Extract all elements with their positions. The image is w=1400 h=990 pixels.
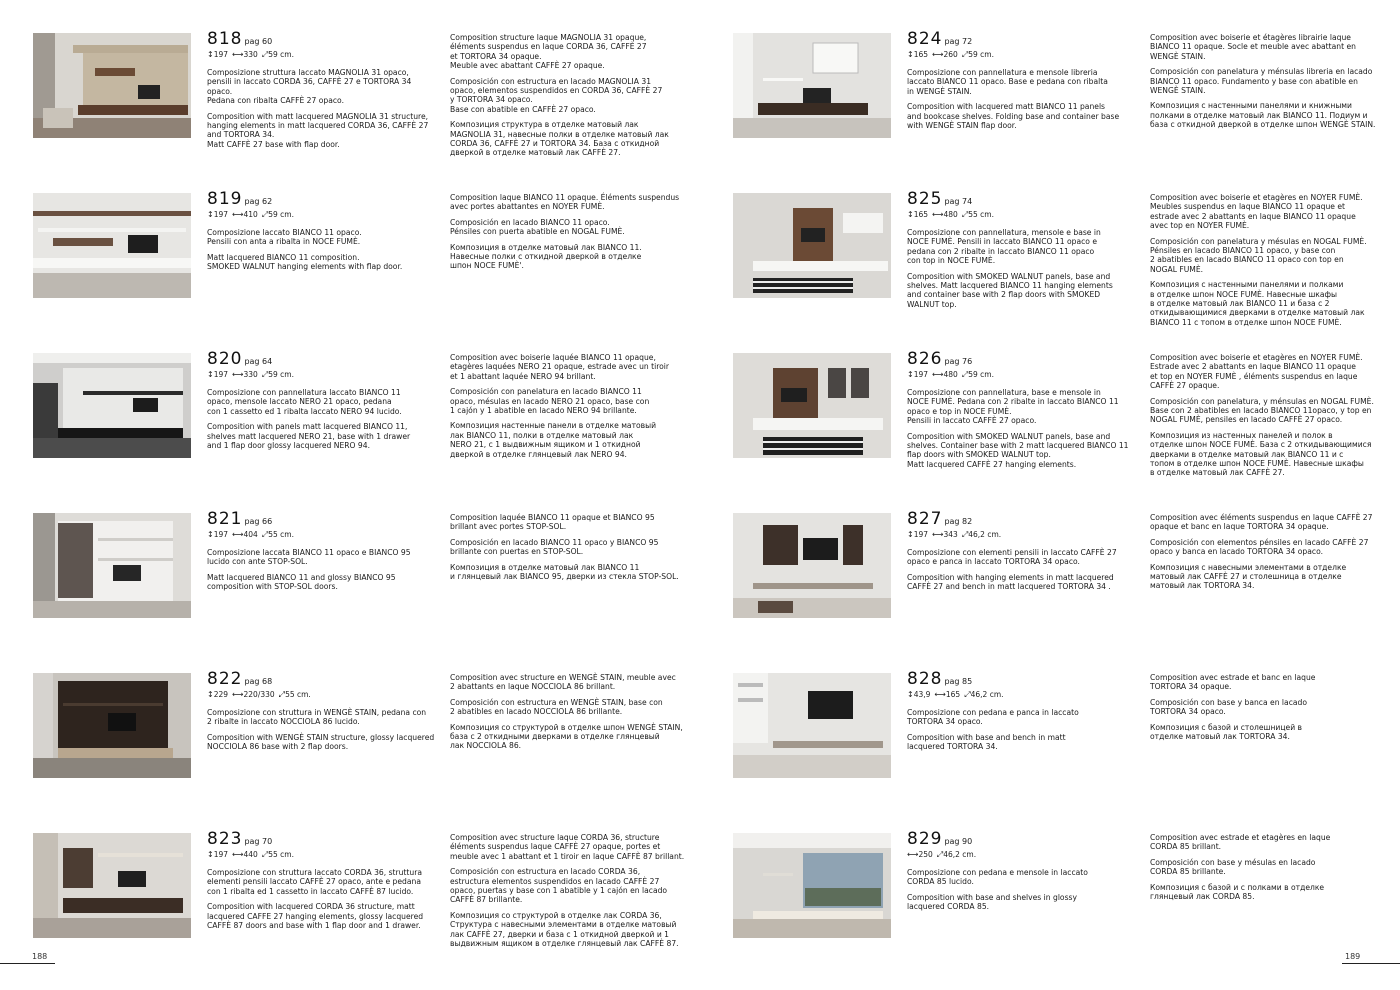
model-number: 819: [207, 189, 243, 209]
depth-icon: ⤢: [261, 530, 269, 539]
height-icon: ↕: [907, 370, 914, 379]
french-description: Composition avec estrade et banc en laque TORTORA 34 opaque.: [1150, 673, 1316, 692]
model-number: 821: [207, 509, 243, 529]
entry-823: [0, 800, 700, 949]
spanish-description: Composición con estructura en lacado CORDA 36, estructura elementos suspendidos en lacado CAFFÈ 27 opaco, puertas y base con 1 abatible y 1 cajón en lacado CAFFÈ 87 brillante.: [450, 867, 668, 905]
spanish-description: Composición en lacado BIANCO 11 opaco y BIANCO 95 brillante con puertas en STOP-SOL.: [450, 537, 659, 557]
depth-icon: ⤢: [261, 370, 269, 379]
spanish-description: Composición con estructura en lacado MAGNOLIA 31 opaco, elementos suspendidos en CORDA 36, CAFFÈ 27 y TORTORA 34 opaco. Base con abatible en CAFFÈ 27 opaco.: [450, 76, 663, 114]
italian-description: Composizione laccata BIANCO 11 opaco e BIANCO 95 lucido con ante STOP-SOL.: [207, 548, 411, 567]
width-icon: ⟷: [232, 370, 244, 379]
page-reference: pag 74: [944, 197, 973, 206]
page-reference: pag 68: [244, 677, 273, 686]
italian-description: Composizione con elementi pensili in laccato CAFFÈ 27 opaco e panca in laccato TORTORA 34 opaco.: [907, 548, 1117, 567]
spanish-description: Composición con panelatura en lacado BIANCO 11 opaco, mésulas en lacado NERO 21 opaco, base con 1 cajón y 1 abatible en lacado NERO 94 brillante.: [450, 387, 650, 416]
entry-829: [700, 800, 1400, 940]
entry-821: [0, 480, 700, 620]
spanish-description: Composición con panelatura y ménsulas libreria en lacado BIANCO 11 opaco. Fundamento y base con abatible en WENGÈ STAIN.: [1150, 67, 1373, 96]
french-description: Composition avec structure en WENGÈ STAIN, meuble avec 2 abattants en laque NOCCIOLA 86 brillant.: [450, 673, 676, 692]
dimensions: ↕197 ⟷343 ⤢46,2 cm.: [907, 530, 1002, 539]
spanish-description: Composición en lacado BIANCO 11 opaco. Pénsiles con puerta abatible en NOGAL FUMÈ.: [450, 217, 625, 237]
dimensions: ↕229 ⟷220/330 ⤢55 cm.: [207, 690, 311, 699]
entry-819: [0, 160, 700, 300]
product-photo: [733, 193, 891, 298]
depth-icon: ⤢: [964, 690, 971, 699]
english-description: Composition with SMOKED WALNUT panels, base and shelves. Matt lacquered BIANCO 11 hanging elements and container base with 2 flap doors with SMOKED WALNUT top.: [907, 271, 1113, 309]
russian-description: Композиция со структурой в отделке шпон WENGÈ STAIN, база с 2 откидными дверками в отделке глянцевый лак NOCCIOLA 86.: [450, 722, 683, 751]
entry-818: [0, 0, 700, 158]
dimensions: ↕197 ⟷404 ⤢55 cm.: [207, 530, 294, 539]
english-description: Composition with matt lacquered MAGNOLIA 31 structure, hanging elements in matt lacquered CORDA 36, CAFFÈ 27 and TORTORA 34. Matt CAFFÈ 27 base with flap door.: [207, 111, 429, 149]
dimensions: ↕197 ⟷410 ⤢59 cm.: [207, 210, 294, 219]
product-photo: [33, 833, 191, 938]
entry-826: [700, 320, 1400, 478]
depth-icon: ⤢: [261, 210, 269, 219]
french-description: Composition avec éléments suspendus en laque CAFFÈ 27 opaque et banc en laque TORTORA 34 opaque.: [1150, 513, 1373, 532]
english-description: Composition with base and bench in matt lacquered TORTORA 34.: [907, 732, 1066, 752]
french-description: Composition laquée BIANCO 11 opaque et BIANCO 95 brillant avec portes STOP-SOL.: [450, 513, 655, 532]
width-icon: ⟷: [932, 530, 944, 539]
english-description: Matt lacquered BIANCO 11 composition. SMOKED WALNUT hanging elements with flap door.: [207, 252, 403, 272]
page-reference: pag 85: [944, 677, 973, 686]
page-reference: pag 62: [244, 197, 273, 206]
spanish-description: Composición con estructura en WENGÈ STAIN, base con 2 abatibles en lacado NOCCIOLA 86 brillante.: [450, 697, 663, 717]
entry-824: [700, 0, 1400, 140]
product-photo: [733, 353, 891, 458]
product-photo: [33, 673, 191, 778]
model-number: 820: [207, 349, 243, 369]
russian-description: Композиция структура в отделке матовый лак MAGNOLIA 31, навесные полки в отделке матовый лак CORDA 36, CAFFÈ 27 и TORTORA 34. База с откидной дверкой в отделке матовый лак CAFFÈ 27.: [450, 120, 669, 158]
height-icon: ↕: [207, 210, 214, 219]
height-icon: ↕: [207, 50, 214, 59]
page-number-right: 189: [1345, 952, 1361, 961]
page-rule-left: [0, 963, 55, 964]
entry-820: [0, 320, 700, 460]
russian-description: Композиция со структурой в отделке лак CORDA 36, Структура с навесными элементами в отделке матовый лак CAFFÈ 27, дверки и база с 1 откидной дверкой и 1 выдвижным ящиком в отделке глянцевый лак CAFFÈ 87.: [450, 910, 679, 949]
model-number: 828: [907, 669, 943, 689]
width-icon: ⟷: [232, 850, 244, 859]
english-description: Matt lacquered BIANCO 11 and glossy BIANCO 95 composition with STOP-SOL doors.: [207, 572, 396, 592]
french-description: Composition structure laque MAGNOLIA 31 opaque, éléments suspendus en laque CORDA 36, CAFFÈ 27 et TORTORA 34 opaque. Meuble avec abattant CAFFÈ 27 opaque.: [450, 33, 647, 71]
english-description: Composition with SMOKED WALNUT panels, base and shelves. Container base with 2 matt lacquered BIANCO 11 flap doors with SMOKED WALNUT top. Matt lacquered CAFFÈ 27 hanging elements.: [907, 431, 1129, 469]
page-rule-right: [1342, 963, 1400, 964]
depth-icon: ⤢: [961, 210, 969, 219]
page-number-left: 188: [32, 952, 48, 961]
english-description: Composition with panels matt lacquered BIANCO 11, shelves matt lacquered NERO 21, base with 1 drawer and 1 flap door glossy lacquered NERO 94.: [207, 422, 411, 451]
dimensions: ↕165 ⟷260 ⤢59 cm.: [907, 50, 994, 59]
height-icon: ↕: [207, 530, 214, 539]
depth-icon: ⤢: [961, 50, 969, 59]
italian-description: Composizione con pedana e mensole in laccato CORDA 85 lucido.: [907, 868, 1088, 887]
product-photo: [33, 193, 191, 298]
italian-description: Composizione con struttura in WENGÈ STAIN, pedana con 2 ribalte in laccato NOCCIOLA 86 lucido.: [207, 708, 427, 727]
english-description: Composition with lacquered CORDA 36 structure, matt lacquered CAFFE 27 hanging elements, glossy lacquered CAFFÈ 87 doors and base with 1 flap door and 1 drawer.: [207, 902, 424, 931]
italian-description: Composizione con pannellatura, base e mensole in NOCE FUMÈ. Pedana con 2 ribalte in laccato BIANCO 11 opaco e top in NOCE FUMÈ. Pensili in laccato CAFFÈ 27 opaco.: [907, 388, 1119, 426]
page-reference: pag 70: [244, 837, 273, 846]
page-reference: pag 90: [944, 837, 973, 846]
model-number: 824: [907, 29, 943, 49]
width-icon: ⟷: [232, 50, 244, 59]
entry-822: [0, 640, 700, 780]
model-number: 829: [907, 829, 943, 849]
product-photo: [733, 833, 891, 938]
russian-description: Композиция настенные панели в отделке матовый лак BIANCO 11, полки в отделке матовый лак NERO 21, с 1 выдвижным ящиком и 1 откидной дверкой в отделке глянцевый лак NERO 94.: [450, 421, 657, 459]
french-description: Composition avec boiserie et etagères en NOYER FUMÈ. Meubles suspendus en laque BIANCO 11 opaque et estrade avec 2 abattants en laque BIANCO 11 opaque avec top en NOYER FUMÈ.: [1150, 193, 1363, 231]
height-icon: ↕: [207, 850, 214, 859]
french-description: Composition avec boiserie laquée BIANCO 11 opaque, etagères laquées NERO 21 opaque, estrade avec un tiroir et 1 abattant laquée NERO 94 brillant.: [450, 353, 670, 381]
height-icon: ↕: [907, 690, 914, 699]
italian-description: Composizione struttura laccato MAGNOLIA 31 opaco, pensili in laccato CORDA 36, CAFFÈ 27 e TORTORA 34 opaco. Pedana con ribalta CAFFÈ 27 opaco.: [207, 68, 412, 106]
model-number: 825: [907, 189, 943, 209]
model-number: 826: [907, 349, 943, 369]
italian-description: Composizione con struttura laccato CORDA 36, struttura elementi pensili laccato CAFFÈ 27 opaco, ante e pedana con 1 ribalta ed 1 cassetto in laccato CAFFÈ 87 lucido.: [207, 868, 422, 896]
width-icon: ⟷: [932, 370, 944, 379]
spanish-description: Composición con base y mésulas en lacado CORDA 85 brillante.: [1150, 857, 1316, 877]
french-description: Composition avec boiserie et étagères librairie laque BIANCO 11 opaque. Socle et meuble avec abattant en WENGÈ STAIN.: [1150, 33, 1356, 61]
english-description: Composition with lacquered matt BIANCO 11 panels and bookcase shelves. Folding base and container base with WENGÈ STAIN flap door.: [907, 102, 1120, 131]
russian-description: Композиция в отделке матовый лак BIANCO 11. Навесные полки с откидной дверкой в отделке шпон NOCE FUMÈ'.: [450, 242, 642, 271]
height-icon: ↕: [207, 690, 214, 699]
entry-828: [700, 640, 1400, 780]
french-description: Composition avec estrade et etagères en laque CORDA 85 brillant.: [1150, 833, 1331, 852]
depth-icon: ⤢: [278, 690, 286, 699]
width-icon: ⟷: [232, 210, 244, 219]
russian-description: Композиция в отделке матовый лак BIANCO 11 и глянцевый лак BIANCO 95, дверки из стекла STOP-SOL.: [450, 562, 679, 582]
spanish-description: Composición con panelatura, y ménsulas en NOGAL FUMÈ. Base con 2 abatibles en lacado BIANCO 11opaco, y top en NOGAL FUMÈ, pensiles en lacado CAFFÈ 27 opaco.: [1150, 396, 1374, 425]
entry-827: [700, 480, 1400, 620]
width-icon: ⟷: [932, 210, 944, 219]
width-icon: ⟷: [232, 690, 244, 699]
page-reference: pag 64: [244, 357, 273, 366]
russian-description: Композиция из настенных панелей и полок в отделке шпон NOCE FUMÈ. База с 2 откидывающимися дверками в отделке матовый лак BIANCO 11 и с топом в отделке шпон NOCE FUMÈ. Навесные шкафы в отделке матовый лак CAFFÈ 27.: [1150, 430, 1372, 478]
model-number: 818: [207, 29, 243, 49]
dimensions: ↕197 ⟷440 ⤢55 cm.: [207, 850, 294, 859]
depth-icon: ⤢: [961, 370, 969, 379]
dimensions: ↕43,9 ⟷165 ⤢46,2 cm.: [907, 690, 1004, 699]
spanish-description: Composición con panelatura y mésulas en NOGAL FUMÈ. Pénsiles en lacado BIANCO 11 opaco, y base con 2 abatibles en lacado BIANCO 11 opaco con top en NOGAL FUMÈ.: [1150, 236, 1367, 274]
italian-description: Composizione laccato BIANCO 11 opaco. Pensili con anta a ribalta in NOCE FUMÈ.: [207, 228, 362, 247]
french-description: Composition avec structure laque CORDA 36, structure éléments suspendus laque CAFFÈ 27 opaque, portes et meuble avec 1 abattant et 1 tiroir en laque CAFFÈ 87 brillant.: [450, 833, 685, 861]
depth-icon: ⤢: [961, 530, 969, 539]
depth-icon: ⤢: [936, 850, 944, 859]
english-description: Composition with base and shelves in glossy lacquered CORDA 85.: [907, 892, 1077, 912]
russian-description: Композиция с настенными панелями и книжными полками в отделке матовый лак BIANCO 11. Подиум и база с откидной дверкой в отделке шпон WENGÈ STAIN.: [1150, 101, 1376, 130]
model-number: 823: [207, 829, 243, 849]
english-description: Composition with WENGÈ STAIN structure, glossy lacquered NOCCIOLA 86 base with 2 flap doors.: [207, 732, 435, 752]
width-icon: ⟷: [932, 50, 944, 59]
width-icon: ⟷: [907, 850, 919, 859]
entry-825: [700, 160, 1400, 327]
italian-description: Composizione con pannellatura e mensole libreria laccato BIANCO 11 opaco. Base e pedana con ribalta in WENGÈ STAIN.: [907, 68, 1108, 96]
russian-description: Композиция с базой и с полками в отделке глянцевый лак CORDA 85.: [1150, 882, 1325, 902]
page-reference: pag 66: [244, 517, 273, 526]
page-reference: pag 60: [244, 37, 273, 46]
page-reference: pag 72: [944, 37, 973, 46]
height-icon: ↕: [907, 210, 914, 219]
width-icon: ⟷: [934, 690, 946, 699]
dimensions: ⟷250 ⤢46,2 cm.: [907, 850, 977, 859]
width-icon: ⟷: [232, 530, 244, 539]
russian-description: Композиция с настенными панелями и полками в отделке шпон NOCE FUMÈ. Навесные шкафы в отделке матовый лак BIANCO 11 и база с 2 откидывающимися дверками в отделке матовый лак BIANCO 11 с топом в отделке шпон NOCE FUMÈ.: [1150, 280, 1365, 327]
dimensions: ↕197 ⟷330 ⤢59 cm.: [207, 370, 294, 379]
page-reference: pag 76: [944, 357, 973, 366]
dimensions: ↕197 ⟷330 ⤢59 cm.: [207, 50, 294, 59]
depth-icon: ⤢: [261, 850, 269, 859]
product-photo: [33, 353, 191, 458]
dimensions: ↕197 ⟷480 ⤢59 cm.: [907, 370, 994, 379]
height-icon: ↕: [907, 530, 914, 539]
french-description: Composition avec boiserie et etagères en NOYER FUMÈ. Estrade avec 2 abattants en laque BIANCO 11 opaque et top en NOYER FUMÈ , éléments suspendus en laque CAFFÈ 27 opaque.: [1150, 353, 1363, 391]
french-description: Composition laque BIANCO 11 opaque. Éléments suspendus avec portes abattantes en NOYER FUMÈ.: [450, 193, 680, 212]
height-icon: ↕: [907, 50, 914, 59]
spanish-description: Composición con base y banca en lacado TORTORA 34 opaco.: [1150, 697, 1307, 717]
page-reference: pag 82: [944, 517, 973, 526]
product-photo: [33, 33, 191, 138]
depth-icon: ⤢: [261, 50, 269, 59]
height-icon: ↕: [207, 370, 214, 379]
product-photo: [733, 513, 891, 618]
product-photo: [733, 673, 891, 778]
russian-description: Композиция с навесными элементами в отделке матовый лак CAFFÈ 27 и столешница в отделке матовый лак TORTORA 34.: [1150, 562, 1347, 591]
italian-description: Composizione con pannellatura laccato BIANCO 11 opaco, mensole laccato NERO 21 opaco, pedana con 1 cassetto ed 1 ribalta laccato NERO 94 lucido.: [207, 388, 402, 416]
spanish-description: Composición con elementos pénsiles en lacado CAFFÈ 27 opaco y banca en lacado TORTORA 34 opaco.: [1150, 537, 1369, 557]
dimensions: ↕165 ⟷480 ⤢55 cm.: [907, 210, 994, 219]
english-description: Composition with hanging elements in matt lacquered CAFFÈ 27 and bench in matt lacquered TORTORA 34 .: [907, 572, 1114, 592]
russian-description: Композиция с базой и столешницей в отделке матовый лак TORTORA 34.: [1150, 722, 1303, 742]
italian-description: Composizione con pedana e panca in laccato TORTORA 34 opaco.: [907, 708, 1079, 727]
model-number: 822: [207, 669, 243, 689]
model-number: 827: [907, 509, 943, 529]
product-photo: [33, 513, 191, 618]
italian-description: Composizione con pannellatura, mensole e base in NOCE FUMÈ. Pensili in laccato BIANCO 11 opaco e pedana con 2 ribalte in laccato BIANCO 11 opaco con top in NOCE FUMÈ.: [907, 228, 1101, 266]
product-photo: [733, 33, 891, 138]
